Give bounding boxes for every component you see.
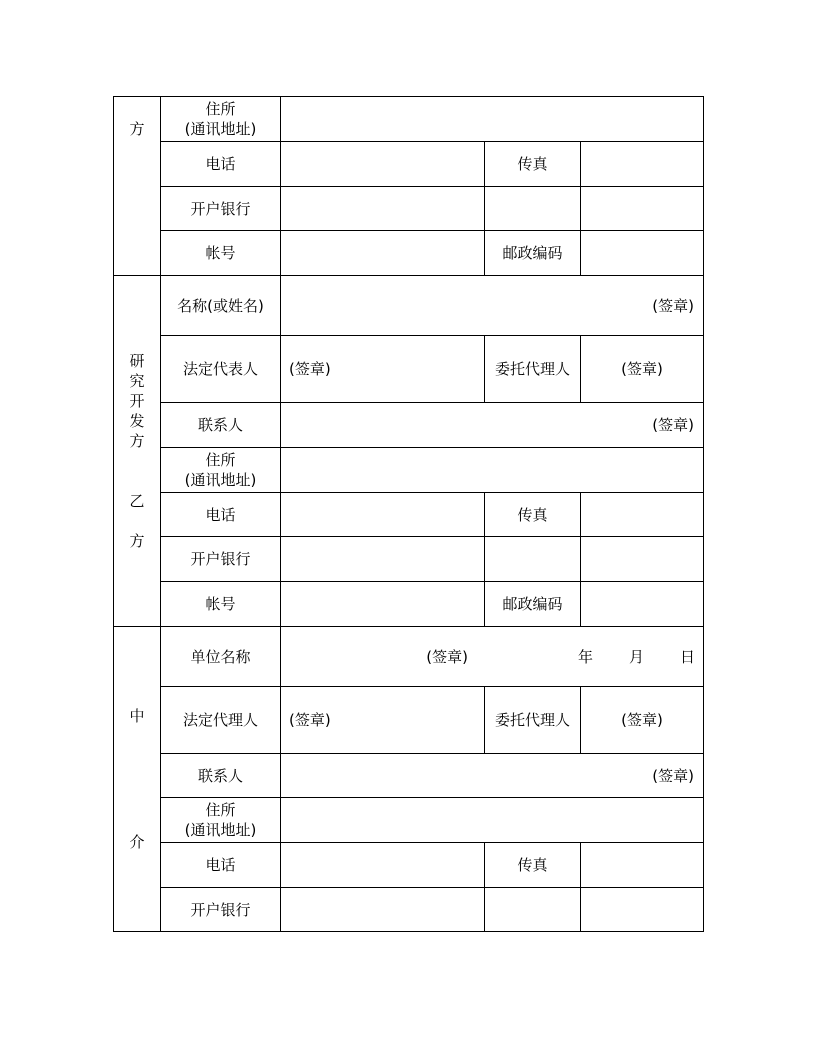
party-a-address-label-line1: 住所 — [205, 100, 236, 118]
party-b-postcode-field[interactable] — [581, 582, 704, 627]
party-b-side-char: 研 — [129, 352, 145, 370]
party-b-bank-extra-1[interactable] — [485, 537, 581, 582]
intermediary-year-label: 年 — [577, 647, 593, 666]
intermediary-fax-label: 传真 — [485, 843, 581, 888]
party-b-agent-seal: (签章) — [621, 360, 663, 378]
intermediary-legal-agent-row — [114, 687, 704, 754]
intermediary-contact-seal: (签章) — [652, 766, 694, 785]
party-b-agent-label: 委托代理人 — [485, 336, 581, 403]
party-b-bank-field[interactable] — [281, 537, 485, 582]
party-a-phone-label: 电话 — [161, 142, 281, 187]
party-b-bank-extra-2[interactable] — [581, 537, 704, 582]
party-b-address-label-line1: 住所 — [205, 451, 236, 469]
intermediary-phone-row — [114, 843, 704, 888]
intermediary-bank-field[interactable] — [281, 888, 485, 932]
party-b-phone-label: 电话 — [161, 493, 281, 537]
party-b-contact-seal: (签章) — [652, 416, 694, 434]
intermediary-unit-seal: (签章) — [426, 647, 468, 666]
party-b-bank-label: 开户银行 — [161, 537, 281, 582]
party-a-postcode-field[interactable] — [581, 231, 704, 276]
party-b-account-row — [114, 582, 704, 627]
intermediary-bank-extra-2[interactable] — [581, 888, 704, 932]
party-b-side-gap — [129, 451, 145, 491]
party-b-account-label: 帐号 — [161, 582, 281, 627]
party-a-side-label — [114, 97, 161, 276]
intermediary-month-label: 月 — [628, 647, 644, 666]
intermediary-unit-line — [281, 647, 703, 667]
party-a-phone-field[interactable] — [281, 142, 485, 187]
party-b-phone-row — [114, 493, 704, 537]
party-b-contact-label: 联系人 — [161, 403, 281, 448]
intermediary-address-field[interactable] — [281, 798, 704, 843]
party-a-bank-extra-1[interactable] — [485, 187, 581, 231]
intermediary-agent-label: 委托代理人 — [485, 687, 581, 754]
party-a-account-label: 帐号 — [161, 231, 281, 276]
party-b-legal-rep-field[interactable] — [281, 336, 485, 403]
party-a-address-label — [161, 97, 281, 142]
party-b-address-field[interactable] — [281, 448, 704, 493]
party-b-legal-rep-row — [114, 336, 704, 403]
party-b-address-label-line2: (通讯地址) — [184, 471, 257, 489]
party-b-bank-row — [114, 537, 704, 582]
party-b-legal-rep-label: 法定代表人 — [161, 336, 281, 403]
intermediary-bank-extra-1[interactable] — [485, 888, 581, 932]
party-b-contact-row — [114, 403, 704, 448]
party-a-bank-field[interactable] — [281, 187, 485, 231]
party-b-side-char: 开 — [129, 392, 145, 410]
party-a-side-text: 方 — [129, 120, 145, 138]
party-b-name-row — [114, 276, 704, 336]
intermediary-fax-field[interactable] — [581, 843, 704, 888]
intermediary-agent-seal: (签章) — [621, 711, 663, 729]
party-b-side-label — [114, 276, 161, 627]
intermediary-legal-agent-field[interactable] — [281, 687, 485, 754]
intermediary-contact-label: 联系人 — [161, 754, 281, 798]
party-a-account-row — [114, 231, 704, 276]
party-b-fax-label: 传真 — [485, 493, 581, 537]
party-b-side-char: 方 — [129, 432, 145, 450]
intermediary-address-label-line2: (通讯地址) — [184, 821, 257, 839]
party-b-address-row — [114, 448, 704, 493]
intermediary-side-char: 中 — [129, 707, 145, 725]
party-b-postcode-label: 邮政编码 — [485, 582, 581, 627]
intermediary-unit-label: 单位名称 — [161, 627, 281, 687]
intermediary-address-label-line1: 住所 — [205, 801, 236, 819]
intermediary-side-label — [114, 627, 161, 932]
party-a-address-label-line2: (通讯地址) — [184, 120, 257, 138]
party-b-contact-field[interactable] — [281, 403, 704, 448]
party-b-side-char: 究 — [129, 372, 145, 390]
party-a-bank-row — [114, 187, 704, 231]
party-a-account-field[interactable] — [281, 231, 485, 276]
party-b-address-label — [161, 448, 281, 493]
intermediary-side-gap — [129, 726, 145, 832]
party-b-agent-field[interactable] — [581, 336, 704, 403]
intermediary-contact-row — [114, 754, 704, 798]
intermediary-side-char: 介 — [129, 833, 145, 851]
party-a-address-row — [114, 97, 704, 142]
party-b-phone-field[interactable] — [281, 493, 485, 537]
intermediary-phone-label: 电话 — [161, 843, 281, 888]
intermediary-day-label: 日 — [679, 647, 695, 666]
intermediary-agent-field[interactable] — [581, 687, 704, 754]
party-a-bank-extra-2[interactable] — [581, 187, 704, 231]
intermediary-side-text — [129, 706, 145, 852]
party-b-side-gap — [129, 511, 145, 531]
party-b-account-field[interactable] — [281, 582, 485, 627]
contract-party-form — [113, 96, 704, 932]
party-a-address-field[interactable] — [281, 97, 704, 142]
intermediary-address-label — [161, 798, 281, 843]
party-b-side-char: 乙 — [129, 492, 145, 510]
party-b-side-char: 发 — [129, 412, 145, 430]
intermediary-contact-field[interactable] — [281, 754, 704, 798]
intermediary-bank-label: 开户银行 — [161, 888, 281, 932]
party-a-fax-label: 传真 — [485, 142, 581, 187]
intermediary-address-row — [114, 798, 704, 843]
intermediary-bank-row — [114, 888, 704, 932]
party-a-postcode-label: 邮政编码 — [485, 231, 581, 276]
intermediary-legal-agent-seal: (签章) — [289, 711, 331, 729]
party-b-name-seal: (签章) — [652, 296, 694, 315]
party-b-name-field[interactable] — [281, 276, 704, 336]
party-b-side-char: 方 — [129, 532, 145, 550]
intermediary-unit-field[interactable] — [281, 627, 704, 687]
party-a-fax-field[interactable] — [581, 142, 704, 187]
party-b-name-label: 名称(或姓名) — [161, 276, 281, 336]
intermediary-legal-agent-label: 法定代理人 — [161, 687, 281, 754]
party-a-bank-label: 开户银行 — [161, 187, 281, 231]
party-b-side-text — [129, 351, 145, 551]
intermediary-phone-field[interactable] — [281, 843, 485, 888]
party-b-fax-field[interactable] — [581, 493, 704, 537]
intermediary-unit-row — [114, 627, 704, 687]
party-b-legal-rep-seal: (签章) — [289, 360, 331, 378]
party-a-phone-row — [114, 142, 704, 187]
